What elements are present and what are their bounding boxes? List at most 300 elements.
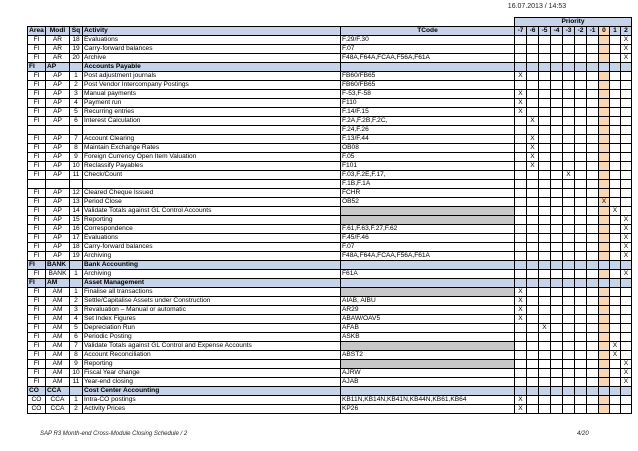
seq-cell: 7 [70, 135, 83, 144]
tcode-cell [341, 387, 515, 396]
section-header-row [28, 387, 632, 396]
seq-cell: 17 [70, 234, 83, 243]
priority-cell [551, 243, 563, 252]
tcode-cell: F.2A,F.2B,F.2C, [341, 117, 515, 126]
activity-cell: Fiscal Year change [83, 369, 341, 378]
priority-cell [563, 189, 575, 198]
priority-cell [551, 279, 563, 288]
priority-cell [527, 261, 539, 270]
priority-cell [515, 54, 527, 63]
seq-cell: 4 [70, 99, 83, 108]
seq-cell: 8 [70, 351, 83, 360]
priority-cell [599, 108, 610, 117]
priority-cell [587, 342, 599, 351]
priority-cell [621, 315, 632, 324]
priority-cell [575, 261, 587, 270]
table-row [28, 135, 632, 144]
priority-cell [527, 234, 539, 243]
priority-cell [539, 369, 551, 378]
priority-cell [575, 207, 587, 216]
priority-cell [621, 135, 632, 144]
priority-cell [599, 243, 610, 252]
tcode-cell: F.29/F.30 [341, 36, 515, 45]
priority-cell [610, 126, 621, 135]
priority-mark: X [515, 90, 527, 99]
priority-cell [551, 54, 563, 63]
priority-cell [563, 342, 575, 351]
seq-cell: 16 [70, 225, 83, 234]
module-cell: AP [46, 207, 70, 216]
tcode-cell: F.45/F.46 [341, 234, 515, 243]
priority-cell [610, 225, 621, 234]
module-cell: AP [46, 162, 70, 171]
tcode-cell: OB08 [341, 144, 515, 153]
priority-cell [527, 207, 539, 216]
priority-cell [515, 279, 527, 288]
priority-cell [621, 279, 632, 288]
priority-cell [515, 342, 527, 351]
module-cell: AP [46, 216, 70, 225]
priority-cell [575, 234, 587, 243]
activity-cell: Recurring entries [83, 108, 341, 117]
priority-cell [551, 324, 563, 333]
priority-cell [539, 234, 551, 243]
activity-cell: Intra-CO postings [83, 396, 341, 405]
priority-cell [621, 288, 632, 297]
module-cell: BANK [46, 270, 70, 279]
table-row [28, 162, 632, 171]
priority-cell [551, 198, 563, 207]
priority-cell [539, 63, 551, 72]
activity-cell: Validate Totals against GL Control Accounts [83, 207, 341, 216]
priority-cell [539, 252, 551, 261]
table-row [28, 342, 632, 351]
activity-cell: Interest Calculation [83, 117, 341, 126]
priority-cell [563, 135, 575, 144]
col-seq: Sq [70, 27, 83, 36]
section-title: Accounts Payable [83, 63, 341, 72]
priority-cell [551, 81, 563, 90]
priority-cell [539, 72, 551, 81]
area-cell: CO [28, 396, 46, 405]
closing-schedule-table [27, 17, 632, 414]
priority-cell [575, 243, 587, 252]
seq-cell [70, 180, 83, 189]
activity-cell [83, 180, 341, 189]
priority-cell [563, 225, 575, 234]
priority-mark: X [527, 117, 539, 126]
seq-cell: 11 [70, 378, 83, 387]
priority-cell [527, 126, 539, 135]
module-cell: AM [46, 333, 70, 342]
priority-cell [587, 180, 599, 189]
table-row [28, 351, 632, 360]
seq-cell: 8 [70, 144, 83, 153]
module-cell: AM [46, 378, 70, 387]
priority-cell [599, 171, 610, 180]
priority-cell [515, 189, 527, 198]
priority-cell [575, 306, 587, 315]
priority-cell [551, 405, 563, 414]
priority-cell [599, 117, 610, 126]
tcode-cell: OB52 [341, 198, 515, 207]
area-cell: FI [28, 153, 46, 162]
priority-cell [587, 99, 599, 108]
priority-cell [610, 216, 621, 225]
priority-cell [539, 189, 551, 198]
module-cell: AM [46, 315, 70, 324]
area-cell: FI [28, 45, 46, 54]
priority-cell [515, 135, 527, 144]
priority-mark: X [599, 198, 610, 207]
seq-cell: 1 [70, 270, 83, 279]
activity-cell: Maintain Exchange Rates [83, 144, 341, 153]
col-activity: Activity [83, 27, 341, 36]
priority-cell [539, 405, 551, 414]
priority-cell [621, 162, 632, 171]
table-row [28, 117, 632, 126]
activity-cell: Periodic Posting [83, 333, 341, 342]
table-row [28, 54, 632, 63]
area-cell: FI [28, 225, 46, 234]
section-header-row [28, 279, 632, 288]
priority-cell [551, 270, 563, 279]
seq-cell: 4 [70, 315, 83, 324]
priority-cell [563, 90, 575, 99]
priority-cell [575, 378, 587, 387]
priority-mark: X [515, 315, 527, 324]
priority-cell [539, 396, 551, 405]
priority-cell [539, 342, 551, 351]
priority-cell [610, 99, 621, 108]
priority-cell [563, 360, 575, 369]
priority-cell [551, 90, 563, 99]
priority-cell [610, 162, 621, 171]
priority-cell [599, 252, 610, 261]
col-priority: -5 [539, 27, 551, 36]
activity-cell: Cleared Cheque Issued [83, 189, 341, 198]
priority-cell [539, 144, 551, 153]
priority-cell [599, 279, 610, 288]
priority-cell [587, 405, 599, 414]
priority-cell [575, 144, 587, 153]
area-cell: FI [28, 351, 46, 360]
priority-mark: X [515, 405, 527, 414]
priority-cell [587, 108, 599, 117]
activity-cell: Archiving [83, 270, 341, 279]
priority-cell [599, 261, 610, 270]
priority-cell [621, 261, 632, 270]
tcode-cell: F.13/F.44 [341, 135, 515, 144]
seq-cell: 7 [70, 342, 83, 351]
priority-mark: X [539, 324, 551, 333]
priority-cell [610, 36, 621, 45]
activity-cell: Set Index Figures [83, 315, 341, 324]
priority-cell [599, 225, 610, 234]
tcode-cell: F-53,F-58 [341, 90, 515, 99]
seq-cell: 11 [70, 171, 83, 180]
priority-cell [563, 369, 575, 378]
priority-cell [551, 99, 563, 108]
priority-cell [599, 81, 610, 90]
priority-cell [515, 252, 527, 261]
area-cell: FI [28, 36, 46, 45]
priority-cell [563, 378, 575, 387]
priority-cell [563, 288, 575, 297]
seq-cell: 2 [70, 405, 83, 414]
priority-cell [527, 108, 539, 117]
activity-cell: Archiving [83, 252, 341, 261]
priority-cell [575, 252, 587, 261]
priority-cell [599, 378, 610, 387]
tcode-cell: ASKB [341, 333, 515, 342]
priority-cell [563, 396, 575, 405]
area-cell: FI [28, 171, 46, 180]
tcode-cell: AR29 [341, 306, 515, 315]
area-cell: FI [28, 198, 46, 207]
priority-cell [515, 216, 527, 225]
priority-mark: X [515, 306, 527, 315]
priority-cell [587, 288, 599, 297]
module-cell: AP [46, 108, 70, 117]
priority-cell [587, 333, 599, 342]
module-cell: AP [46, 63, 70, 72]
priority-cell [621, 297, 632, 306]
priority-cell [610, 261, 621, 270]
priority-cell [575, 342, 587, 351]
priority-cell [610, 243, 621, 252]
activity-cell: Evaluations [83, 36, 341, 45]
priority-mark: X [610, 351, 621, 360]
priority-cell [527, 252, 539, 261]
seq-cell: 9 [70, 360, 83, 369]
seq-cell: 14 [70, 207, 83, 216]
priority-group-row [28, 18, 632, 27]
area-cell: FI [28, 315, 46, 324]
seq-cell [70, 261, 83, 270]
tcode-cell [341, 342, 515, 351]
activity-cell: Post adjustment journals [83, 72, 341, 81]
priority-cell [587, 252, 599, 261]
priority-cell [587, 315, 599, 324]
priority-cell [563, 180, 575, 189]
module-cell: AP [46, 90, 70, 99]
priority-cell [587, 225, 599, 234]
priority-cell [610, 198, 621, 207]
priority-cell [527, 279, 539, 288]
priority-cell [575, 45, 587, 54]
table-row [28, 297, 632, 306]
priority-cell [610, 189, 621, 198]
priority-cell [527, 90, 539, 99]
priority-cell [515, 126, 527, 135]
priority-cell [610, 72, 621, 81]
tcode-cell: F.61,F.63,F.27,F.62 [341, 225, 515, 234]
module-cell: AP [46, 198, 70, 207]
module-cell: AP [46, 189, 70, 198]
table-row [28, 189, 632, 198]
seq-cell: 1 [70, 288, 83, 297]
priority-cell [515, 45, 527, 54]
priority-cell [575, 387, 587, 396]
priority-cell [599, 234, 610, 243]
priority-cell [575, 153, 587, 162]
seq-cell: 2 [70, 297, 83, 306]
priority-cell [575, 333, 587, 342]
tcode-cell [341, 207, 515, 216]
priority-cell [515, 261, 527, 270]
priority-cell [527, 63, 539, 72]
tcode-cell: FCHR [341, 189, 515, 198]
priority-group-header: Priority [515, 18, 632, 27]
priority-cell [610, 279, 621, 288]
priority-cell [575, 99, 587, 108]
activity-cell: Reporting [83, 360, 341, 369]
priority-cell [610, 108, 621, 117]
tcode-cell: F101 [341, 162, 515, 171]
priority-cell [551, 369, 563, 378]
priority-cell [610, 117, 621, 126]
priority-cell [515, 171, 527, 180]
priority-cell [610, 63, 621, 72]
priority-cell [599, 216, 610, 225]
module-cell [46, 126, 70, 135]
priority-cell [539, 54, 551, 63]
priority-cell [563, 162, 575, 171]
activity-cell: Revaluation – Manual or automatic [83, 306, 341, 315]
priority-cell [575, 171, 587, 180]
module-cell: AM [46, 288, 70, 297]
tcode-cell [341, 288, 515, 297]
priority-cell [621, 324, 632, 333]
priority-cell [621, 153, 632, 162]
priority-cell [539, 198, 551, 207]
priority-cell [587, 126, 599, 135]
priority-cell [551, 153, 563, 162]
tcode-cell: AJRW [341, 369, 515, 378]
tcode-cell: F.1B,F.1A [341, 180, 515, 189]
col-priority: -3 [563, 27, 575, 36]
table-row [28, 99, 632, 108]
priority-cell [551, 288, 563, 297]
priority-cell [527, 360, 539, 369]
priority-cell [621, 72, 632, 81]
priority-cell [539, 108, 551, 117]
tcode-cell: AIAB, AIBU [341, 297, 515, 306]
priority-cell [599, 369, 610, 378]
module-cell: AR [46, 54, 70, 63]
area-cell: FI [28, 342, 46, 351]
module-cell: AM [46, 306, 70, 315]
area-cell: FI [28, 189, 46, 198]
priority-cell [539, 378, 551, 387]
activity-cell: Depreciation Run [83, 324, 341, 333]
priority-cell [575, 297, 587, 306]
priority-cell [563, 306, 575, 315]
module-cell: AP [46, 252, 70, 261]
priority-mark: X [621, 234, 632, 243]
table-row [28, 36, 632, 45]
priority-cell [515, 207, 527, 216]
area-cell: FI [28, 306, 46, 315]
module-cell: AP [46, 234, 70, 243]
priority-cell [575, 270, 587, 279]
activity-cell [83, 126, 341, 135]
area-cell: FI [28, 360, 46, 369]
priority-cell [551, 297, 563, 306]
priority-cell [621, 405, 632, 414]
area-cell: FI [28, 297, 46, 306]
priority-cell [563, 252, 575, 261]
area-cell: FI [28, 288, 46, 297]
priority-cell [587, 297, 599, 306]
priority-cell [563, 108, 575, 117]
col-module: Modl [46, 27, 70, 36]
priority-cell [563, 153, 575, 162]
priority-cell [539, 297, 551, 306]
priority-cell [599, 288, 610, 297]
priority-mark: X [515, 99, 527, 108]
priority-cell [610, 360, 621, 369]
seq-cell: 3 [70, 90, 83, 99]
priority-cell [610, 90, 621, 99]
priority-cell [551, 342, 563, 351]
module-cell: AR [46, 36, 70, 45]
priority-cell [539, 387, 551, 396]
col-tcode: TCode [341, 27, 515, 36]
activity-cell: Correspondence [83, 225, 341, 234]
tcode-cell: KB11N,KB14N,KB41N,KB44N,KB61,KB64 [341, 396, 515, 405]
priority-cell [551, 225, 563, 234]
seq-cell: 15 [70, 216, 83, 225]
priority-mark: X [563, 171, 575, 180]
priority-mark: X [527, 153, 539, 162]
priority-cell [563, 72, 575, 81]
tcode-cell: F.14/F.15 [341, 108, 515, 117]
priority-cell [599, 126, 610, 135]
priority-cell [621, 189, 632, 198]
area-cell: FI [28, 207, 46, 216]
area-cell: FI [28, 54, 46, 63]
priority-cell [621, 387, 632, 396]
table-row [28, 252, 632, 261]
priority-cell [621, 342, 632, 351]
priority-cell [621, 99, 632, 108]
priority-cell [551, 108, 563, 117]
priority-cell [563, 144, 575, 153]
priority-cell [563, 315, 575, 324]
priority-cell [563, 405, 575, 414]
area-cell: FI [28, 270, 46, 279]
table-row [28, 81, 632, 90]
priority-cell [621, 144, 632, 153]
priority-cell [563, 117, 575, 126]
table-row [28, 108, 632, 117]
priority-cell [527, 378, 539, 387]
priority-cell [587, 135, 599, 144]
priority-cell [515, 63, 527, 72]
priority-cell [563, 387, 575, 396]
priority-cell [527, 387, 539, 396]
area-cell: FI [28, 324, 46, 333]
section-title: Asset Management [83, 279, 341, 288]
tcode-cell: F.24,F.26 [341, 126, 515, 135]
priority-cell [563, 234, 575, 243]
priority-cell [563, 279, 575, 288]
area-cell: FI [28, 234, 46, 243]
area-cell: FI [28, 72, 46, 81]
priority-cell [551, 306, 563, 315]
